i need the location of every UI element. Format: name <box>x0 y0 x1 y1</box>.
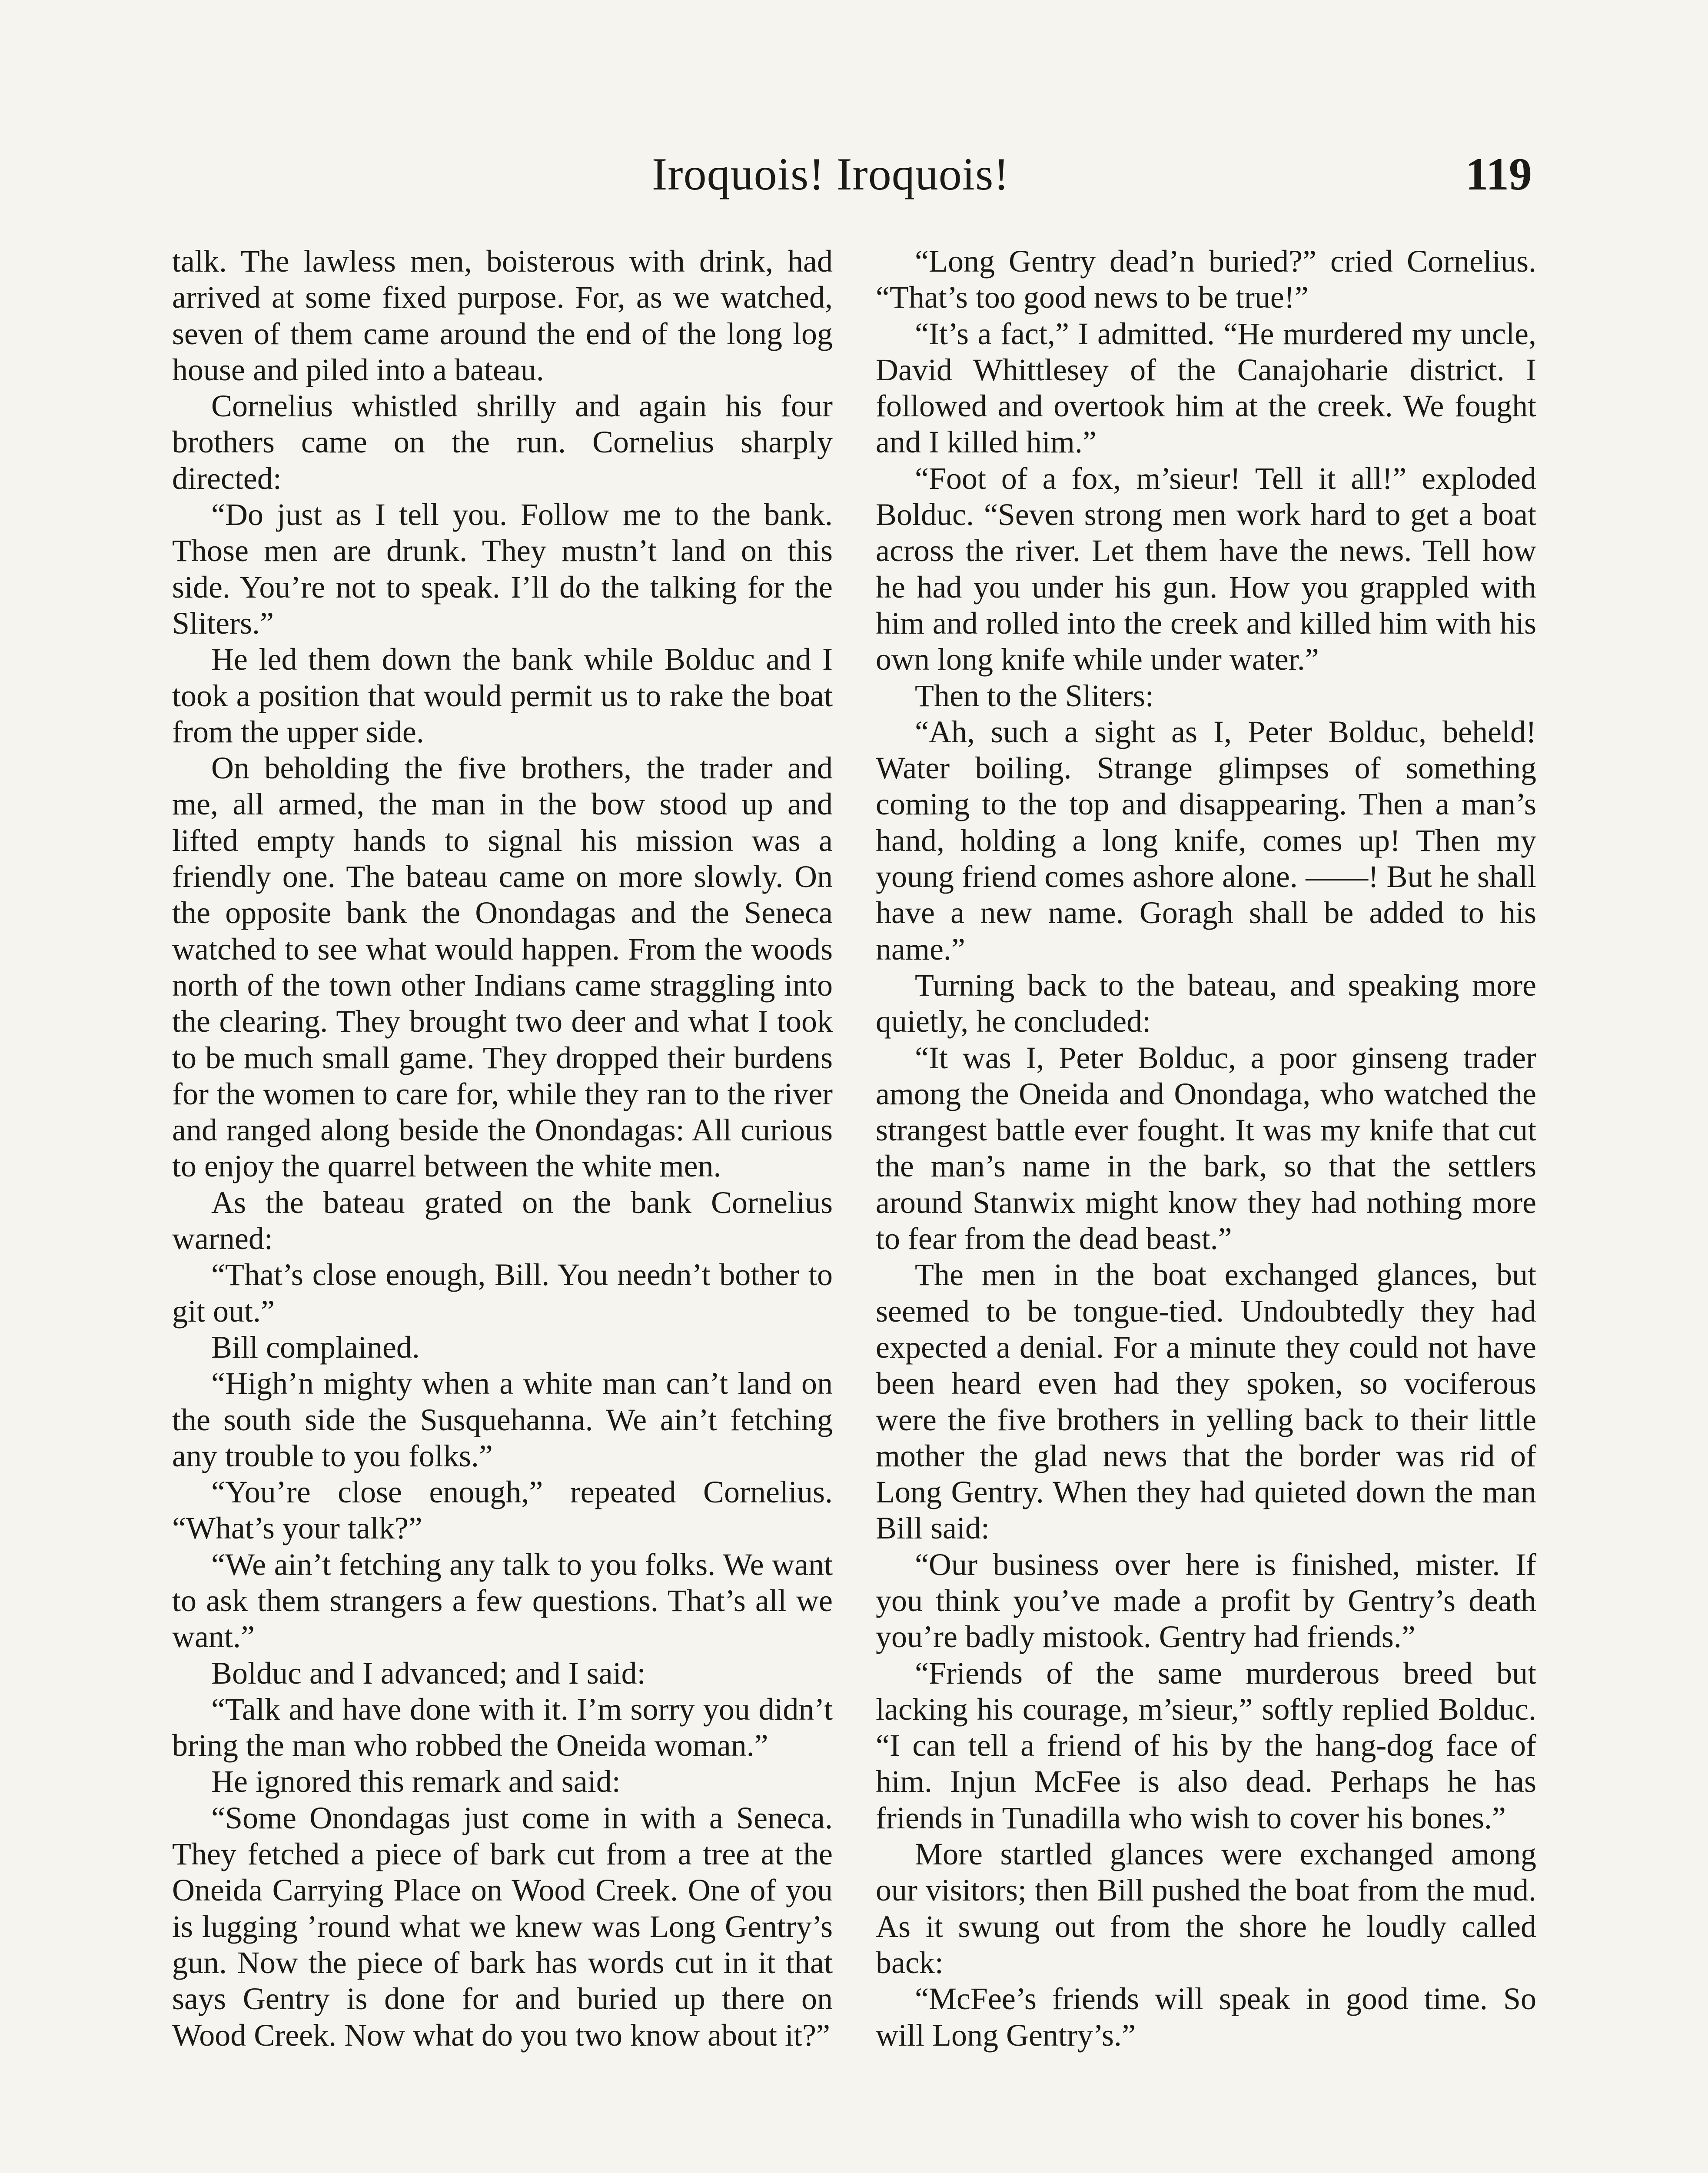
paragraph: “Do just as I tell you. Follow me to the bank. Those men are drunk. They mustn’t land on this side. You’re not to speak. I’ll do the talking for the Sliters.” <box>172 497 833 641</box>
paragraph: “That’s close enough, Bill. You needn’t bother to git out.” <box>172 1257 833 1329</box>
page-number: 119 <box>1465 149 1532 199</box>
paragraph: “Talk and have done with it. I’m sorry you didn’t bring the man who robbed the Oneida woman.” <box>172 1691 833 1763</box>
paragraph: On beholding the five brothers, the trader and me, all armed, the man in the bow stood up and lifted empty hands to signal his mission was a friendly one. The bateau came on more slowly. On the opposite bank the Onondagas and the Seneca watched to see what would happen. From the woods north of the town other Indians came straggling into the clearing. They brought two deer and what I took to be much small game. They dropped their burdens for the women to care for, while they ran to the river and ranged along beside the Onondagas: All curious to enjoy the quarrel between the white men. <box>172 751 833 1184</box>
left-column <box>172 243 833 2053</box>
paragraph: “You’re close enough,” repeated Cornelius. “What’s your talk?” <box>172 1475 833 1546</box>
paragraph: “It’s a fact,” I admitted. “He murdered my uncle, David Whittlesey of the Canajoharie district. I followed and overtook him at the creek. We fought and I killed him.” <box>876 316 1536 460</box>
paragraph: He ignored this remark and said: <box>211 1764 621 1799</box>
paragraph: Bill complained. <box>211 1329 420 1365</box>
paragraph: The men in the boat exchanged glances, but seemed to be tongue-tied. Undoubtedly they had expected a denial. For a minute they could not have been heard even had they spoken, so vociferous were the five brothers in yelling back to their little mother the glad news that the border was rid of Long Gentry. When they had quieted down the man Bill said: <box>876 1257 1536 1546</box>
paragraph: “Ah, such a sight as I, Peter Bolduc, beheld! Water boiling. Strange glimpses of something coming to the top and disappearing. Then a man’s hand, holding a long knife, comes up! Then my young friend comes ashore alone. ——! But he shall have a new name. Goragh shall be added to his name.” <box>876 714 1536 967</box>
right-column <box>876 243 1536 2053</box>
paragraph: “High’n mighty when a white man can’t land on the south side the Susquehanna. We ain’t fetching any trouble to you folks.” <box>172 1366 833 1473</box>
paragraph: “Foot of a fox, m’sieur! Tell it all!” exploded Bolduc. “Seven strong men work hard to get a boat across the river. Let them have the news. Tell how he had you under his gun. How you grappled with him and rolled into the creek and killed him with his own long knife while under water.” <box>876 461 1536 677</box>
paragraph: Then to the Sliters: <box>915 678 1154 713</box>
paragraph: Cornelius whistled shrilly and again his four brothers came on the run. Cornelius sharply directed: <box>172 389 833 496</box>
paragraph: “Some Onondagas just come in with a Seneca. They fetched a piece of bark cut from a tree at the Oneida Carrying Place on Wood Creek. One of you is lugging ’round what we knew was Long Gentry’s gun. Now the piece of bark has words cut in it that says Gentry is done for and buried up there on Wood Creek. Now what do you two know about it?” <box>172 1800 833 2053</box>
paragraph: More startled glances were exchanged among our visitors; then Bill pushed the boat from the mud. As it swung out from the shore he loudly called back: <box>876 1837 1536 1980</box>
paragraph: Turning back to the bateau, and speaking more quietly, he concluded: <box>876 967 1536 1039</box>
paragraph: “McFee’s friends will speak in good time. So will Long Gentry’s.” <box>876 1981 1536 2053</box>
paragraph: “It was I, Peter Bolduc, a poor ginseng trader among the Oneida and Onondaga, who watched the strangest battle ever fought. It was my knife that cut the man’s name in the bark, so that the settlers around Stanwix might know they had nothing more to fear from the dead beast.” <box>876 1040 1536 1256</box>
paragraph: talk. The lawless men, boisterous with drink, had arrived at some fixed purpose. For, as we watched, seven of them came around the end of the long log house and piled into a bateau. <box>172 244 833 387</box>
paragraph: “We ain’t fetching any talk to you folks. We want to ask them strangers a few questions. That’s all we want.” <box>172 1547 833 1655</box>
paragraph: As the bateau grated on the bank Cornelius warned: <box>172 1185 833 1256</box>
paragraph: “Friends of the same murderous breed but lacking his courage, m’sieur,” softly replied Bolduc. “I can tell a friend of his by the hang-dog face of him. Injun McFee is also dead. Perhaps he has friends in Tunadilla who wish to cover his bones.” <box>876 1655 1536 1835</box>
paragraph: “Long Gentry dead’n buried?” cried Cornelius. “That’s too good news to be true!” <box>876 244 1536 315</box>
running-title: Iroquois! Iroquois! <box>652 149 1010 199</box>
paragraph: He led them down the bank while Bolduc and I took a position that would permit us to rake the boat from the upper side. <box>172 642 833 749</box>
page-header <box>0 148 1708 217</box>
paragraph: “Our business over here is finished, mister. If you think you’ve made a profit by Gentry’s death you’re badly mistook. Gentry had friends.” <box>876 1547 1536 1655</box>
paragraph: Bolduc and I advanced; and I said: <box>211 1655 646 1691</box>
